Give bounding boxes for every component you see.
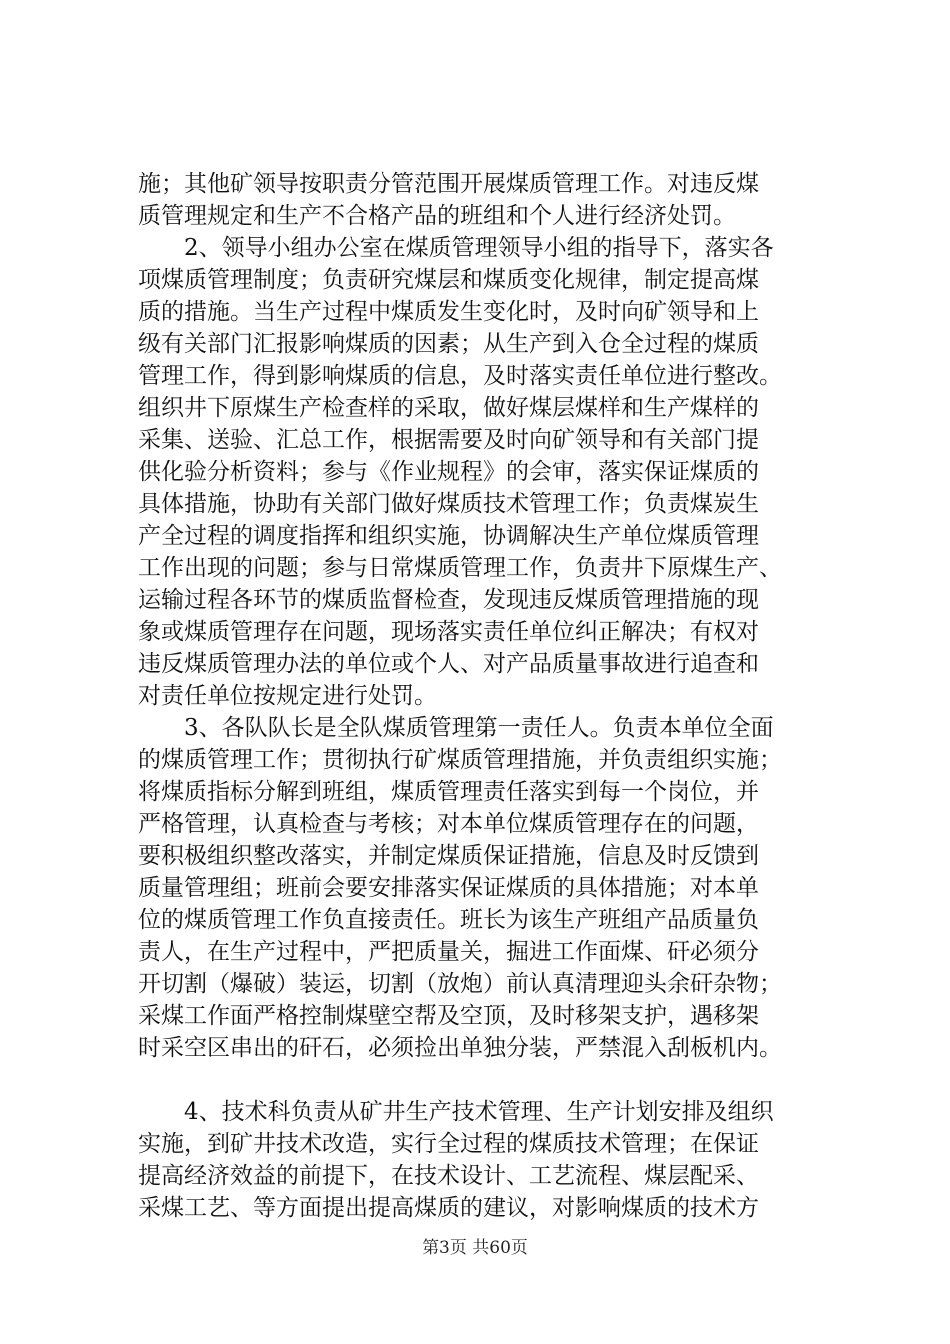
text-line: 严格管理，认真检查与考核；对本单位煤质管理存在的问题， xyxy=(138,811,759,837)
text-line: 象或煤质管理存在问题，现场落实责任单位纠正解决；有权对 xyxy=(138,619,759,645)
text-line: 质量管理组；班前会要安排落实保证煤质的具体措施；对本单 xyxy=(138,875,759,901)
text-line: 管理工作，得到影响煤质的信息，及时落实责任单位进行整改。 xyxy=(138,363,782,389)
text-line: 工作出现的问题；参与日常煤质管理工作，负责井下原煤生产、 xyxy=(138,555,782,581)
text-line: 采煤工艺、等方面提出提高煤质的建议，对影响煤质的技术方 xyxy=(138,1195,759,1221)
text-line: 违反煤质管理办法的单位或个人、对产品质量事故进行追查和 xyxy=(138,651,759,677)
text-line: 2、领导小组办公室在煤质管理领导小组的指导下，落实各 xyxy=(138,235,774,261)
text-line: 要积极组织整改落实，并制定煤质保证措施，信息及时反馈到 xyxy=(138,843,759,869)
text-line: 的煤质管理工作；贯彻执行矿煤质管理措施，并负责组织实施； xyxy=(138,747,782,773)
text-line: 责人，在生产过程中，严把质量关，掘进工作面煤、矸必须分 xyxy=(138,939,759,965)
text-line: 具体措施，协助有关部门做好煤质技术管理工作；负责煤炭生 xyxy=(138,491,759,517)
text-line: 4、技术科负责从矿井生产技术管理、生产计划安排及组织 xyxy=(138,1099,774,1125)
text-line: 实施，到矿井技术改造，实行全过程的煤质技术管理；在保证 xyxy=(138,1131,759,1157)
text-line: 质管理规定和生产不合格产品的班组和个人进行经济处罚。 xyxy=(138,203,736,229)
text-line: 时采空区串出的矸石，必须捡出单独分装，严禁混入刮板机内。 xyxy=(138,1035,782,1061)
text-line: 运输过程各环节的煤质监督检查，发现违反煤质管理措施的现 xyxy=(138,587,759,613)
text-line: 组织井下原煤生产检查样的采取，做好煤层煤样和生产煤样的 xyxy=(138,395,759,421)
text-line: 项煤质管理制度；负责研究煤层和煤质变化规律，制定提高煤 xyxy=(138,267,759,293)
blank-line xyxy=(138,1064,828,1096)
text-line: 级有关部门汇报影响煤质的因素；从生产到入仓全过程的煤质 xyxy=(138,331,759,357)
body-text xyxy=(138,168,828,1224)
page-footer: 第3页 共60页 xyxy=(422,1238,528,1258)
text-line: 开切割（爆破）装运，切割（放炮）前认真清理迎头余矸杂物； xyxy=(138,971,782,997)
text-line: 位的煤质管理工作负直接责任。班长为该生产班组产品质量负 xyxy=(138,907,759,933)
text-line: 产全过程的调度指挥和组织实施，协调解决生产单位煤质管理 xyxy=(138,523,759,549)
text-line: 供化验分析资料；参与《作业规程》的会审，落实保证煤质的 xyxy=(138,459,759,485)
text-line: 对责任单位按规定进行处罚。 xyxy=(138,683,437,709)
text-line: 质的措施。当生产过程中煤质发生变化时，及时向矿领导和上 xyxy=(138,299,759,325)
text-line: 提高经济效益的前提下，在技术设计、工艺流程、煤层配采、 xyxy=(138,1163,759,1189)
text-line: 3、各队队长是全队煤质管理第一责任人。负责本单位全面 xyxy=(138,715,774,741)
text-line: 施；其他矿领导按职责分管范围开展煤质管理工作。对违反煤 xyxy=(138,171,759,197)
text-line: 采集、送验、汇总工作，根据需要及时向矿领导和有关部门提 xyxy=(138,427,759,453)
text-line: 将煤质指标分解到班组，煤质管理责任落实到每一个岗位，并 xyxy=(138,779,759,805)
text-line: 采煤工作面严格控制煤壁空帮及空顶，及时移架支护，遇移架 xyxy=(138,1003,759,1029)
